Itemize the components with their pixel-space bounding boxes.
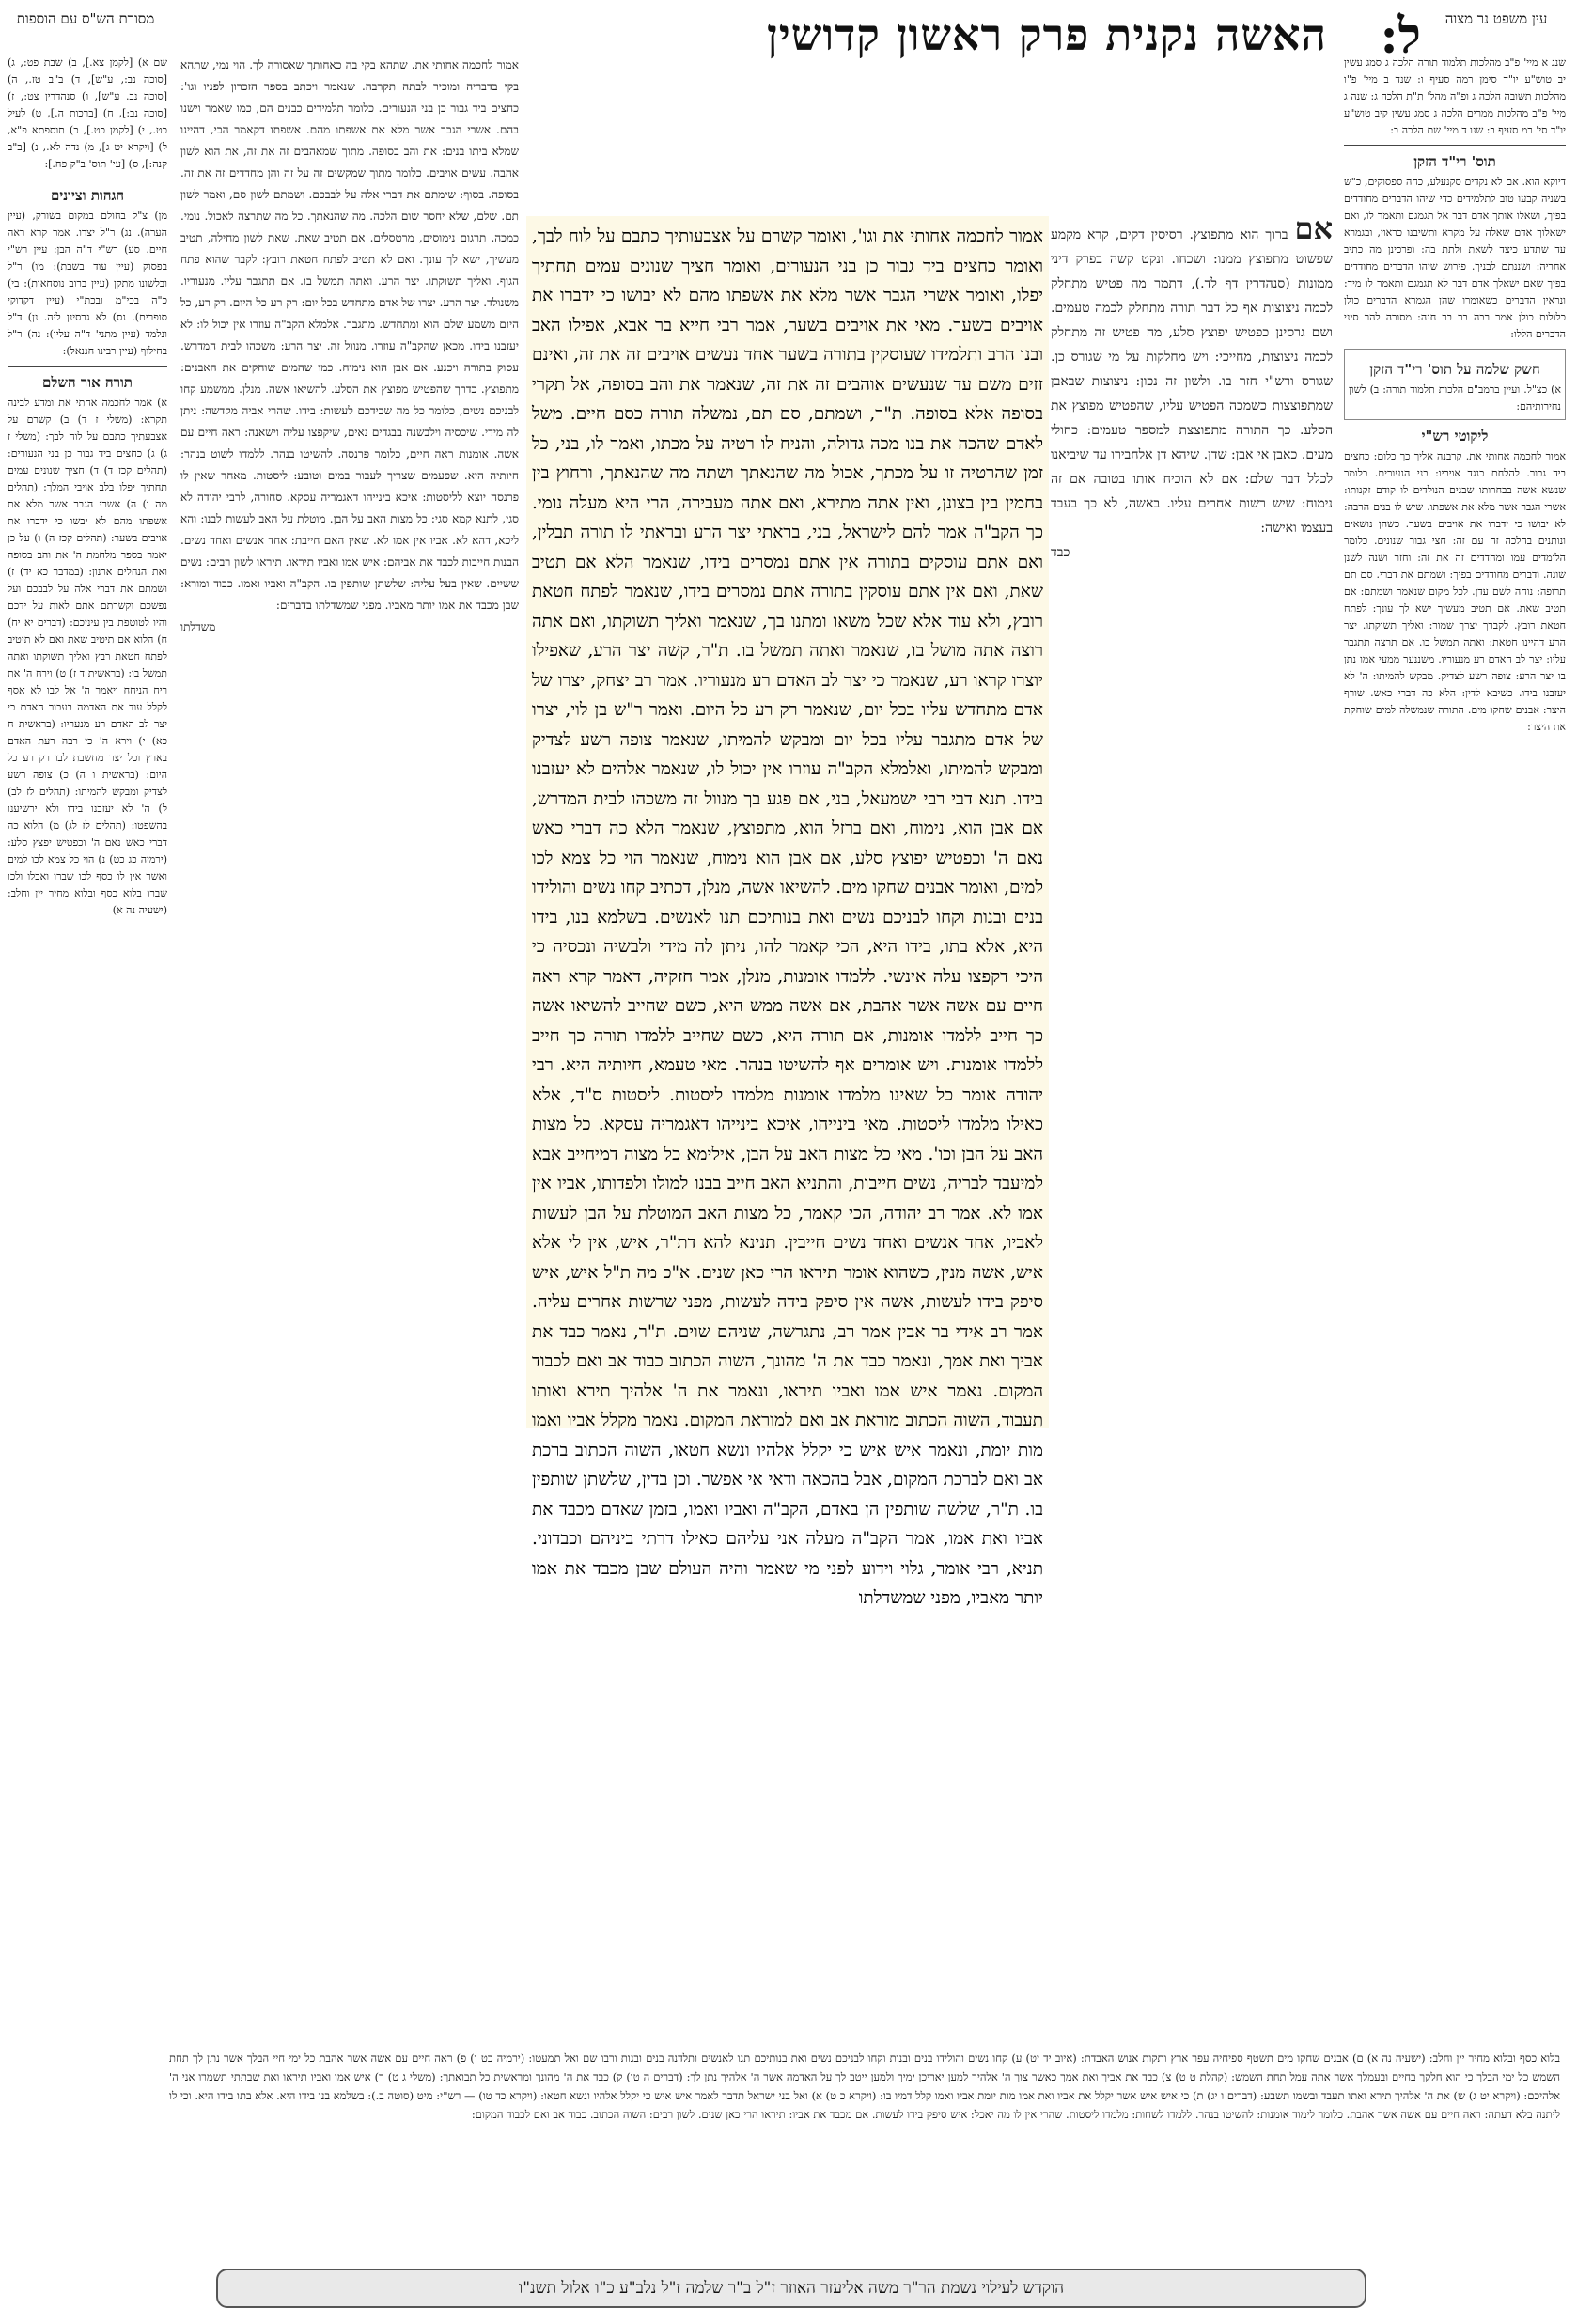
gemara-text: אמור לחכמה אחותי את וגו', ואומר קשרם על אצבעותיך כתבם על לוח לבך, ואומר כחצים ביד גבור כן בני הנעורים, ואומר חציך שנונים עמים תחתיך יפלו, ואומר אשרי הגבר אשר מלא את אשפתו מהם לא יבושו כי ידברו את אויבים בשער. מאי את אויבים בשער, אמר רבי חייא בר אבא, אפילו האב ובנו הרב ותלמידו שעוסקין בתורה בשער אחד נעשים אויבים זה את זה, ואינם זזים משם עד שנעשים אוהבים זה את זה, שנאמר את והב בסופה, אל תקרי בסופה אלא בסופה. ת"ר, ושמתם, סם תם, נמשלה תורה כסם חיים. משל לאדם שהכה את בנו מכה גדולה, והניח לו רטיה על מכתו, ואמר לו, בני, כל זמן שהרטיה זו על מכתך, אכול מה שהנאתך ושתה מה שהנאתך, ורחוץ בין בחמין בין בצונן, ואין אתה מתירא, ואם אתה מעבירה, הרי היא מעלה נומי. כך הקב"ה אמר להם לישראל, בני, בראתי יצר הרע ובראתי לו תורה תבלין, ואם אתם עוסקים בתורה אין אתם נמסרים בידו, שנאמר הלא אם תטיב שאת, ואם אין אתם עוסקין בתורה אתם נמסרים בידו, שנאמר לפתח חטאת רובץ, ולא עוד אלא שכל משאו ומתנו בך, שנאמר ואליך תשוקתו, ואם אתה רוצה אתה מושל בו, שנאמר ואתה תמשל בו. ת"ר, קשה יצר הרע, שאפילו יוצרו קראו רע, שנאמר כי יצר לב האדם רע מנעוריו. אמר רב יצחק, יצרו של אדם מתחדש עליו בכל יום, שנאמר רק רע כל היום. ואמר ר"ש בן לוי, יצרו של אדם מתגבר עליו בכל יום ומבקש להמיתו, שנאמר צופה רשע לצדיק ומבקש להמיתו, ואלמלא הקב"ה עוזרו אין יכול לו, שנאמר אלהים לא יעזבנו בידו. תנא דבי רבי ישמעאל, בני, אם פגע בך מנוול זה משכהו לבית המדרש, אם אבן הוא, נימוח, ואם ברזל הוא, מתפוצץ, שנאמר הלא כה דברי כאש נאם ה' וכפטיש יפוצץ סלע, אם אבן הוא נימוח, שנאמר הוי כל צמא לכו למים, ואומר אבנים שחקו מים. להשיאו אשה, מנלן, דכתיב קחו נשים והולידו בנים ובנות וקחו לבניכם נשים ואת בנותיכם תנו לאנשים. בשלמא בנו, בידו היא, אלא בתו, בידו היא, הכי קאמר להו, ניתן לה מידי ולבשיה ונכסיה כי היכי דקפצו עלה אינשי. ללמדו אומנות, מנלן, אמר חזקיה, דאמר קרא ראה חיים עם אשה אשר אהבת, אם אשה ממש היא, כשם שחייב להשיאו אשה כך חייב ללמדו אומנות, אם תורה היא, כשם שחייב ללמדו תורה כך חייב ללמדו אומנות. ויש אומרים אף להשיטו בנהר. מאי טעמא, חיותיה היא. רבי יהודה אומר כל שאינו מלמדו אומנות מלמדו ליסטות. ליסטות ס"ד, אלא כאילו מלמדו ליסטות. מאי בינייהו, איכא בינייהו דאגמריה עסקא. כל מצות האב על הבן וכו'. מאי כל מצות האב על הבן, אילימא כל מצוה דמיחייב אבא למיעבד לבריה, נשים חייבות, והתניא האב חייב בבנו למולו ולפדותו, אביו אין אמו לא. אמר רב יהודה, הכי קאמר, כל מצות האב המוטלת על הבן לעשות לאביו, אחד אנשים ואחד נשים חייבין. תנינא להא דת"ר, איש, אין לי אלא איש, אשה מנין, כשהוא אומר תיראו הרי כאן שנים. א"כ מה ת"ל איש, איש סיפק בידו לעשות, אשה אין סיפק בידה לעשות, מפני שרשות אחרים עליה. אמר רב אידי בר אבין אמר רב, נתגרשה, שניהם שוים. ת"ר, נאמר כבד את אביך ואת אמך, ונאמר כבד את ה' מהונך, השוה הכתוב כבוד אב ואם לכבוד המקום. נאמר איש אמו ואביו תיראו, ונאמר את ה' אלהיך תירא ואותו תעבוד, השוה הכתוב מוראת אב ואם למוראת המקום. נאמר מקלל אביו ואמו מות יומת, ונאמר איש איש כי יקלל אלהיו ונשא חטאו, השוה הכתוב ברכת אב ואם לברכת המקום, אבל בהכאה ודאי אי אפשר. וכן בדין, שלשתן שותפין בו. ת"ר, שלשה שותפין הן באדם, הקב"ה ואביו ואמו, בזמן שאדם מכבד את אביו ואת אמו, אמר הקב"ה מעלה אני עליהם כאילו דרתי ביניהם וכבדוני. תניא, רבי אומר, גלוי וידוע לפני מי שאמר והיה העולם שבן מכבד את אמו יותר מאביו, מפני שמשדלתו [532, 226, 1043, 1608]
hagahot-heading: הגהות וציונים [50, 187, 125, 204]
tosfot-harid-heading: תוס' רי"ד הזקן [1413, 153, 1496, 170]
tosafot-text: אמור לחכמה אחותי את. שתהא בקי בה כאחותך שאסורה לך. הוי נמי, שתהא בקי בדבריה ומוכיר לבתה תקרבה. שנאמר ויכתב בספר הזכרון לפניו וגו': כחצים ביד גבור כן בני הנעורים. כלומר תלמידים כבנים הם, כמו שאמר וישנו בהם. אשרי הגבר אשר מלא את אשפתו מהם. אשפתו דקאמר הכי, דהיינו שמלא ביתו בנים: את והב בסופה. מתוך שמאהבים זה את זה, את הוא לשון אהבה. עשים אויבים. כלומר מתוך שמקשים זה על זה והן מחדדים זה את זה. בסופה. בסוף: שימתם את דברי אלה על לבבכם. ושמתם לשון סם, ואמר לשון תם. שלם, שלא יחסר שום הלכה. מה שהנאתך. כל מה שתרצה לאכול. נומי. כמכה. תרגום נימוסים, מרטסלים. אם תטיב שאת. שאת לשון מחילה, תטיב מעשיך, ישא לך עונך. ואם לא תטיב לפתח חטאת רובץ: לקבר שהוא פתח הגוף. ואליך תשוקתו. יצר הרע. ואתה תמשל בו. אם תתגבר עליו. מנעוריו. משנולד. יצר הרע. יצרו של אדם מתחדש בכל יום: רק רע כל היום. רק רע, כל היום משמע שלם הוא ומתחדש. מתגבר. אלמלא הקב"ה עוזרו אין יכול לו: לא יעזבנו בידו. מכאן שהקב"ה עוזרו. מנוול זה. יצר הרע: משכהו לבית המדרש. עסוק בתורה ויכנע. אם אבן הוא נימוח. כמו שהמים שוחקים את האבנים: מתפוצץ. כדרך שהפטיש מפוצץ את הסלע. להשיאו אשה. מנלן. ממשמע קחו לבניכם נשים, כלומר כל מה שבידכם לעשות: בידו. שהרי אביה מקדשה: ניתן לה מידי. שיכסיה וילבשנה בבגדים נאים, שיקפצו עליה וישאנה: ראה חיים עם אשה. אומנות ראה חיים, כלומר פרנסה. להשיטו בנהר. ללמדו לשוט בנהר: חיותיה היא. שפעמים שצריך לעבור במים וטובע: ליסטות. מאחר שאין לו פרנסה יוצא לליסטות: איכא בינייהו דאגמריה עסקא. סחורה, לרבי יהודה לא סגי, לתנא קמא סגי: כל מצות האב על הבן. מוטלת על האב לעשות לבנו: והא ליכא, דהא לא. אביו אין אמו לא. שאין האם חייבת: אחד אנשים ואחד נשים. הבנות חייבות לכבד את אביהם: איש אמו ואביו תיראו. תיראו לשון רבים: נשים ששיים. שאין בעל עליה: שלשתן שותפין בו. הקב"ה ואביו ואמו. כבוד ומורא: שבן מכבד את אמו יותר מאביו. מפני שמשדלתו בדברים: [180, 58, 519, 612]
page-number: ל: [1380, 8, 1421, 65]
hagahot-text: מן) צ"ל בחולם במקום בשורק, (עיין הערה). נג) ר"ל יצרו. אמר קרא ראה חיים. סע) רש"י ד"ה הבן: עיין רש"י בפסוק (עיין עוד בשבת): מו) ר"ל ובלשונו מתקן (עיין ברוב נוסחאות): בי) כ"ה בכי"מ ובכת"י (עיין דקדוקי סופרים). נס) לא גרסינן ליה. נן) ד"ל ונלמד (עיין מתני' ד"ה עליו): נה) ר"ל בחילוף (עיין רבינו חננאל): [8, 210, 167, 357]
likutei-rashi-text: אמור לחכמה אחותי את. קרבנה אליך כך כלום: כחצים ביד גבור. להלחם כנגד אויביו: בני הנעורים. כלומר שנשא אשה בבחרותו שבנים הנולדים לו קודם זקנותו: אשרי הגבר אשר מלא את אשפתו. שיש לו בנים הרבה: לא יבושו כי ידברו את אויבים בשער. כשהן נושאים ונותנים בהלכה זה עם זה: חצי גבור שנונים. כלומר הלומדים עמו ומחדדים זה את זה: וחזר ושנה לשנן שונה. ודברים מחודדים בפיך: ושמתם את דברי. סם תם תרופה: נוחה לשם עדן. לכל מקום שנאמר ושמתם: אם תטיב שאת. אם תטיב מעשיך ישא לך עונך: לפתח חטאת רובץ. לקברך יצרך שמור: ואליך תשוקתו. יצר הרע דהיינו חטאת: ואתה תמשל בו. אם תרצה תתגבר עליו: יצר לב האדם רע מנעוריו. משננער ממעי אמו נתן בו יצר הרע: צופה רשע לצדיק. מבקש להמיתו: ה' לא יעזבנו בידו. כשיבא לדין: הלא כה דברי כאש. שורף היצר: אבנים שחקו מים. התורה שנמשלה למים שוחקת את היצר: [1344, 450, 1566, 733]
cheshek-shlomo-heading: חשק שלמה על תוס' רי"ד הזקן [1369, 361, 1540, 378]
torah-or-text: א) אמר לחכמה אחתי את ומדע לבינה תקרא: (משלי ז ד) ב) קשרם על אצבעתיך כתבם על לוח לבך: (משלי ז ג) ג) כחצים ביד גבור כן בני הנעורים: (תהלים קכז ד) ד) חציך שנונים עמים תחתיך יפלו בלב אויבי המלך: (תהלים מה ו) ה) אשרי הגבר אשר מלא את אשפתו מהם לא יבשו כי ידברו את אויבים בשער: (תהלים קכז ה) ו) על כן יאמר בספר מלחמת ה' את והב בסופה ואת הנחלים ארנון: (במדבר כא יד) ז) ושמתם את דברי אלה על לבבכם ועל נפשכם וקשרתם אתם לאות על ידכם והיו לטוטפת בין עיניכם: (דברים יא יח) ח) הלוא אם תיטיב שאת ואם לא תיטיב לפתח חטאת רבץ ואליך תשוקתו ואתה תמשל בו: (בראשית ד ז) ט) וירח ה' את ריח הניחח ויאמר ה' אל לבו לא אסף לקלל עוד את האדמה בעבור האדם כי יצר לב האדם רע מנעריו: (בראשית ח כא) י) וירא ה' כי רבה רעת האדם בארץ וכל יצר מחשבת לבו רק רע כל היום: (בראשית ו ה) כ) צופה רשע לצדיק ומבקש להמיתו: (תהלים לז לב) ל) ה' לא יעזבנו בידו ולא ירשיענו בהשפטו: (תהלים לז לג) מ) הלוא כה דברי כאש נאם ה' וכפטיש יפצץ סלע: (ירמיה כג כט) נ) הוי כל צמא לכו למים ואשר אין לו כסף לכו שברו ואכלו ולכו שברו בלוא כסף ובלוא מחיר יין וחלב: (ישעיה נה א) [8, 397, 167, 916]
rashi-opening-word: אם [1294, 211, 1334, 246]
left-margin-column [8, 55, 167, 1972]
torah-or-heading: תורה אור השלם [42, 374, 133, 391]
ein-mishpat-label: עין משפט נר מצוה [1444, 10, 1548, 27]
gemara-main-text [526, 216, 1049, 1608]
tosafot-catchword: משדלתו [180, 620, 216, 633]
dedication-banner: הוקדש לעילוי נשמת הר"ר משה אליעזר האוזר ז"ל ב"ר שלמה ז"ל נלב"ע כ"ו אלול תשנ"ו [216, 2269, 1366, 2308]
rashi-text: ברוך הוא מתפוצץ. רסיסין דקים, קרא מקמע שפשוט מתפוצץ ממנו: ושכחו. ונקט קשה בפרק דיני ממונות (סנהדרין דף לד.), דתמר מה פטיש מתחלק לכמה ניצוצות אף כל דבר תורה מתחלק לכמה טעמים. ושם גרסינן כפטיש יפוצץ סלע, מה פטיש זה מתחלק לכמה ניצוצות, מחייכי: ויש מחלקות על מי שגורס כן. שגורס ורש"י חזר בו. ולשון זה נכון: ניצוצות שבאבן שמתפוצצות כשמכה הפטיש עליו, שהפטיש מפוצץ את הסלע. כך התורה מתפוצצת למספר טעמים: כחולי מעים. כאבן אי אבן: שדן. שיהא דן אלחבירו עד שיביאנו לכלל דבר שלם: אם לא הוכיח אותו בטובה אם זה נימוח: שיש רשות אחרים עליו. באשה, לא כך בעבד בעצמו ואישה: [1051, 227, 1333, 536]
tosafot-column [180, 55, 519, 1427]
divider [1344, 145, 1566, 146]
likutei-rashi-heading: ליקוטי רש"י [1421, 428, 1489, 445]
rashi-catchword: כבד [1051, 545, 1070, 560]
rashi-column [1051, 211, 1334, 836]
ein-mishpat-text: שנג א מיי' פ"ב מהלכות תלמוד תורה הלכה ג סמג עשין יב טוש"ע יו"ד סימן רמה סעיף ו: שנד ב מיי' פ"ו מהלכות תשובה הלכה ג ופ"ה מהל' ת"ת הלכה ג: שנה ג מיי' פ"ב מהלכות ממרים הלכה ג סמג עשין קיב טוש"ע יו"ד סי' רמ סעיף ב: שנו ד מיי' שם הלכה ב: [1344, 56, 1566, 136]
cheshek-shlomo-box [1344, 349, 1566, 420]
masoret-text: שם א) [לקמן צא.], ב) שבת פט:, ג) [סוכה נב:, ע"ש], ד) ב"ב טז., ה) [סוכה נב. ע"ש], ו) סנהדרין צט:, ז) [סוכה נב:], ח) [ברכות ה.], ט) לעיל כט., י) [לקמן כט.], כ) תוספתא פ"א, ל) [ויקרא יט ג], מ) נדה לא., נ) [ב"ב קנה:], ס) [עי' תוס' ב"ק פח.]: [8, 56, 167, 170]
page-title: האשה נקנית פרק ראשון קדושין [766, 9, 1327, 60]
masoret-label: מסורת הש"ס עם הוספות [16, 10, 155, 27]
divider [8, 366, 167, 367]
tosfot-harid-text: דיוקא הוא. אם לא נקדים סקנעלע, כחה ספסוקים, כ"ש בשניה קבעו טוב לתלמידים כדי שיהו הדברים מחודדים בפיך, ושאלו אותך אדם דבר אל תגמגם ותאמר לו, ואם ישאלוך אדם שאלה על מקרא ותשיבנו כראוי, ובגמרא עד שתדע כיצד לשאת ולתת בה: ופרכינן מה כתיב אחריה: ושננתם לבניך. פירוש שיהו הדברים מחודדים בפיך שאם ישאלך אדם דבר לא תגמגם ותאמר לו מיד: ונראין הדברים כשאומרו שהן הגמרא הדברים כולן כלולות כולן אמר רבה בר בר חנה: מסורה להר סיני הדברים הללו: [1344, 176, 1566, 340]
bottom-notes: בלוא כסף ובלוא מחיר יין וחלב: (ישעיה נה א) ם) אבנים שחקו מים תשטף ספיחיה עפר ארץ ותקות אנוש האבדת: (איוב יד יט) ע) קחו נשים והולידו בנים ובנות וקחו לבניכם נשים ואת בנותיכם תנו לאנשים ותלדנה בנים ובנות ורבו שם ואל תמעטו: (ירמיה כט ו) פ) ראה חיים עם אשה אשר אהבת כל ימי חיי הבלך אשר נתן לך תחת השמש כל ימי הבלך כי הוא חלקך בחיים ובעמלך אשר אתה עמל תחת השמש: (קהלת ט ט) צ) כבד את אביך ואת אמך כאשר צוך ה' אלהיך למען יאריכן ימיך ולמען ייטב לך על האדמה אשר ה' אלהיך נתן לך: (דברים ה טו) ק) כבד את ה' מהונך ומראשית כל תבואתך: (משלי ג ט) ר) איש אמו ואביו תיראו ואת שבתתי תשמרו אני ה' אלהיכם: (ויקרא יט ג) ש) את ה' אלהיך תירא ואתו תעבד ובשמו תשבע: (דברים ו יג) ת) כי איש איש אשר יקלל את אביו ואת אמו מות יומת אביו ואמו קלל דמיו בו: (ויקרא כ ט) א) ואל בני ישראל תדבר לאמר איש איש כי יקלל אלהיו ונשא חטאו: (ויקרא כד טו) — רש"י: מיט (סוטה ב.): בשלמא בנו בידו היא. אלא בתו בידו היא. וכי לו ליתנה בלא דעתה: ראה חיים עם אשה אשר אהבת. כלומר לימוד אומנות: להשיטו בנהר. ללמדו לשחות: מלמדו ליסטות. שהרי אין לו מה יאכל: איש סיפק בידו לעשות. אם מכבד את אביו: תיראו הרי כאן שנים. לשון רבים: השוה הכתוב. כבוד אב ואם לכבוד המקום: [169, 2051, 1560, 2121]
cheshek-shlomo-text: א) כצ"ל. ועיין ברמב"ם הלכות תלמוד תורה: ב) לשון נחירותיהם: [1349, 383, 1561, 413]
right-margin-column [1344, 55, 1566, 1962]
